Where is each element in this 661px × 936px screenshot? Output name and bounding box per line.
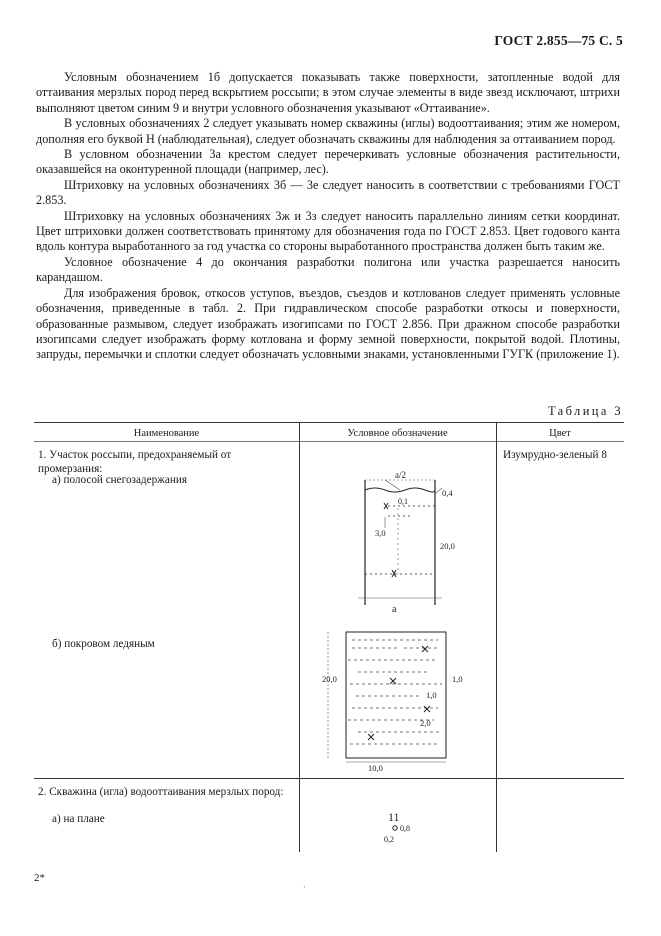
label-a-over-2: а/2 xyxy=(395,470,406,480)
label-letter-a: а xyxy=(392,604,397,615)
snow-retention-symbol xyxy=(340,470,470,620)
table-header-name: Наименование xyxy=(133,428,200,439)
page-mark: 2* xyxy=(34,872,45,884)
label-3-0: 3,0 xyxy=(375,528,386,538)
table-col-rule xyxy=(299,422,300,852)
table-caption: Таблица 3 xyxy=(547,404,623,418)
well-plan-symbol xyxy=(372,806,432,846)
body-text xyxy=(36,70,620,363)
row1-sub-a: а) полосой снегозадержания xyxy=(52,474,187,486)
label-0-4: 0,4 xyxy=(442,488,453,498)
ice-label-2-0: 2,0 xyxy=(420,718,431,728)
row2-name: 2. Скважина (игла) водооттаивания мерзлых пород: xyxy=(38,786,284,798)
table-header-symbol: Условное обозначение xyxy=(347,428,448,439)
table-col-rule xyxy=(496,422,497,852)
label-20-0: 20,0 xyxy=(440,541,455,551)
row1-name: 1. Участок россыпи, предохраняемый от промерзания: xyxy=(38,449,232,475)
paragraph: Условным обозначением 1б допускается показывать также поверхности, затопленные водой для оттаивания мерзлых пород перед вскрытием россыпи; в этом случае элементы в виде звезд исключают, штрихи выполняют цветом синим 9 и внутри условного обозначения указывают «Оттаивание». xyxy=(36,70,620,115)
ice-label-1-0b: 1,0 xyxy=(426,690,437,700)
paragraph: В условных обозначениях 2 следует указывать номер скважины (иглы) водооттаивания; этим же номером, дополняя его буквой Н (наблюдательная), следует обозначать скважины для наблюдения за оттаиванием пород. xyxy=(36,116,620,146)
ice-label-20-0: 20,0 xyxy=(322,674,337,684)
paragraph: Штриховку на условных обозначениях 3б — 3е следует наносить в соответствии с требованиями ГОСТ 2.853. xyxy=(36,177,620,208)
paragraph: Штриховку на условных обозначениях 3ж и 3з следует наносить параллельно линиям сетки координат. Цвет штриховки должен соответствовать принятому для обозначения года по ГОСТ 2.853. Цвет годового канта вдоль контура выработанного за год участка со стороны выработанного пространства должен быть таким же. xyxy=(36,208,620,254)
ice-label-10-0: 10,0 xyxy=(368,763,383,773)
table-top-rule xyxy=(34,422,624,423)
ice-cover-symbol xyxy=(318,626,478,774)
table-header-color: Цвет xyxy=(549,428,571,439)
center-dot: · xyxy=(303,883,306,892)
paragraph: В условном обозначении 3а крестом следует перечеркивать условные обозначения растительности, оказавшейся на оконтуренной площади (например, лес). xyxy=(36,147,620,177)
well-label-0-2: 0,2 xyxy=(384,835,394,844)
well-label-0-8: 0,8 xyxy=(400,824,410,833)
well-number: 11 xyxy=(388,810,400,824)
table-header-rule xyxy=(34,441,624,442)
paragraph: Для изображения бровок, откосов уступов, въездов, съездов и котлованов следует применять условные обозначения, приведенные в табл. 2. При гидравлическом способе разработки откосы и поверхности, образованные размывом, следует изображать изогипсами по ГОСТ 2.856. При дражном способе разработки изогипсами следует изображать форму котлована и форму земной поверхности, покрытой водой. Плотины, запруды, перемычки и сплотки следует обозначать условными знаками, установленными ГУГК (приложение 1). xyxy=(36,285,620,362)
row1-color: Изумрудно-зеленый 8 xyxy=(503,449,607,461)
table-row-rule xyxy=(34,778,624,779)
label-0-1: 0,1 xyxy=(398,497,408,506)
paragraph: Условное обозначение 4 до окончания разработки полигона или участка разрешается наносить карандашом. xyxy=(36,254,620,285)
row2-sub-a: а) на плане xyxy=(52,813,105,825)
ice-label-1-0a: 1,0 xyxy=(452,674,463,684)
page-header: ГОСТ 2.855—75 С. 5 xyxy=(494,33,623,48)
row1-sub-b: б) покровом ледяным xyxy=(52,638,155,650)
